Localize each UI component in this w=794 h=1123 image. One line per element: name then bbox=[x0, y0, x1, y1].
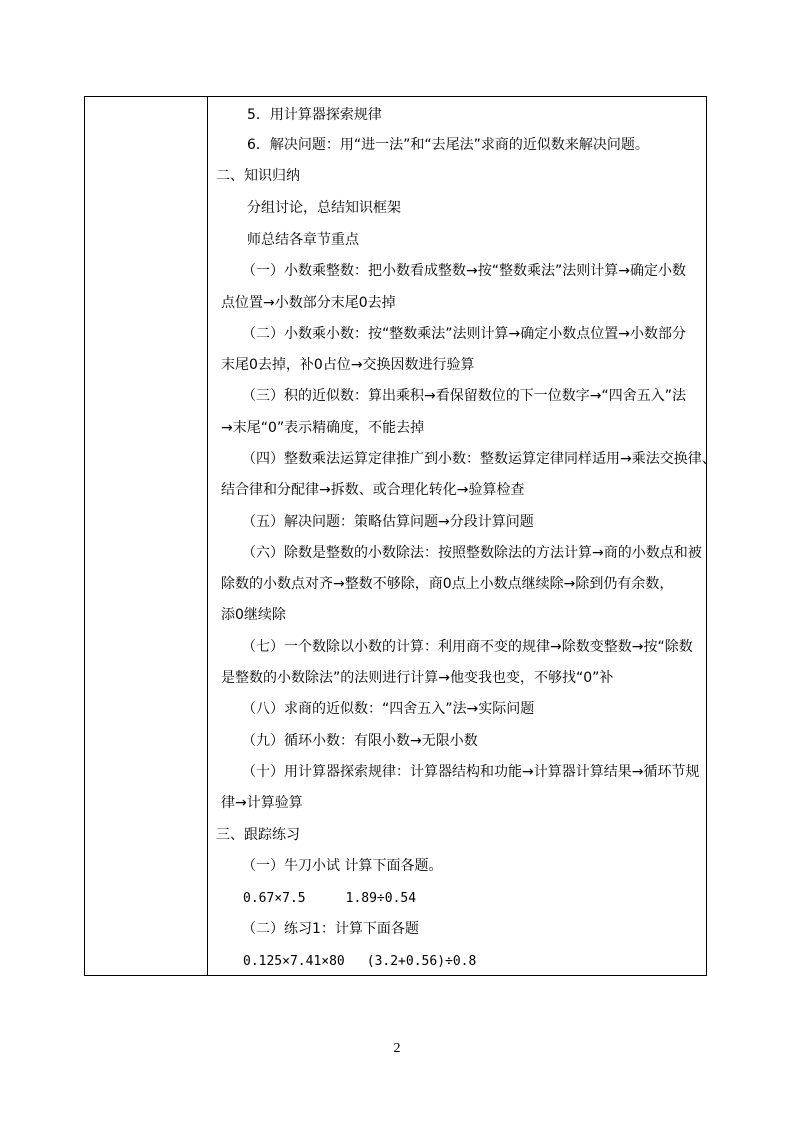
exercise-expression: 0.125×7.41×80 bbox=[243, 954, 345, 969]
knowledge-point: （四）整数乘法运算定律推广到小数：整数运算定律同样适用→乘法交换律、 bbox=[242, 451, 716, 467]
knowledge-point: 是整数的小数除法”的法则进行计算→他变我也变，不够找“0”补 bbox=[221, 670, 614, 686]
text-line: 分组讨论，总结知识框架 bbox=[247, 200, 401, 216]
knowledge-point: （九）循环小数：有限小数→无限小数 bbox=[242, 733, 478, 749]
exercise-row bbox=[209, 890, 698, 908]
knowledge-point: 结合律和分配律→拆数、或合理化转化→验算检查 bbox=[221, 482, 525, 498]
knowledge-point: （八）求商的近似数：“四舍五入”法→实际问题 bbox=[242, 701, 535, 717]
exercise-expression: (3.2+0.56)÷0.8 bbox=[366, 954, 477, 969]
text-line: 6．解决问题：用“进一法”和“去尾法”求商的近似数来解决问题。 bbox=[247, 137, 649, 153]
lesson-table bbox=[84, 96, 716, 976]
exercise-prompt: （一）牛刀小试 计算下面各题。 bbox=[242, 858, 443, 874]
knowledge-point: 末尾0去掉，补0占位→交换因数进行验算 bbox=[221, 357, 475, 373]
exercise-expression: 1.89÷0.54 bbox=[345, 891, 417, 906]
content-cell bbox=[209, 97, 716, 975]
exercise-expression: 0.67×7.5 bbox=[243, 891, 306, 906]
knowledge-point: 律→计算验算 bbox=[221, 795, 303, 811]
exercise-prompt: （二）练习1：计算下面各题 bbox=[242, 921, 419, 937]
knowledge-point: 添0继续除 bbox=[221, 607, 286, 623]
knowledge-point: （一）小数乘整数：把小数看成整数→按“整数乘法”法则计算→确定小数 bbox=[242, 263, 686, 279]
section-heading: 三、跟踪练习 bbox=[216, 827, 300, 843]
knowledge-point: 除数的小数点对齐→整数不够除，商0点上小数点继续除→除到仍有余数， bbox=[221, 576, 674, 592]
knowledge-point: （二）小数乘小数：按“整数乘法”法则计算→确定小数点位置→小数部分 bbox=[242, 326, 686, 342]
knowledge-point: （五）解决问题：策略估算问题→分段计算问题 bbox=[242, 514, 534, 530]
knowledge-point: →末尾“0”表示精确度，不能去掉 bbox=[221, 420, 425, 436]
section-heading: 二、知识归纳 bbox=[216, 168, 300, 184]
page-number: 2 bbox=[393, 1041, 401, 1056]
text-line: 师总结各章节重点 bbox=[247, 232, 359, 248]
column-divider bbox=[207, 97, 208, 975]
knowledge-point: （七）一个数除以小数的计算：利用商不变的规律→除数变整数→按“除数 bbox=[242, 639, 693, 655]
knowledge-point: 点位置→小数部分末尾0去掉 bbox=[221, 295, 396, 311]
knowledge-point: （三）积的近似数：算出乘积→看保留数位的下一位数字→“四舍五入”法 bbox=[242, 388, 686, 404]
text-line: 5．用计算器探索规律 bbox=[247, 107, 382, 123]
knowledge-point: （十）用计算器探索规律：计算器结构和功能→计算器计算结果→循环节规 bbox=[242, 764, 700, 780]
knowledge-point: （六）除数是整数的小数除法：按照整数除法的方法计算→商的小数点和被 bbox=[242, 545, 702, 561]
exercise-row bbox=[209, 953, 698, 971]
